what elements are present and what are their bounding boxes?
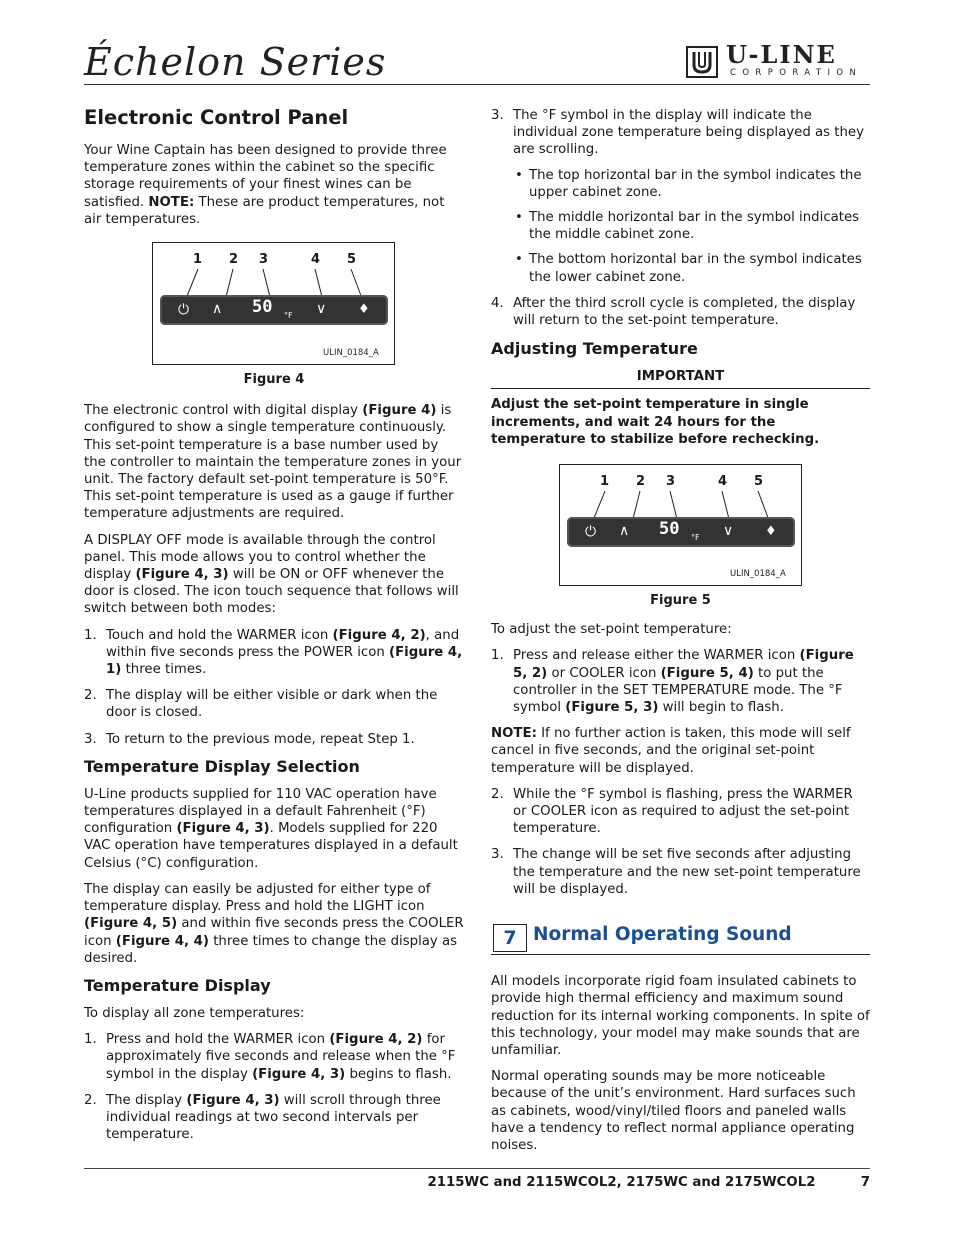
list-item: 1. Touch and hold the WARMER icon (Figure 4, 2), and within five seconds press the POWER icon (Figure 4, 1) three times. <box>84 627 463 678</box>
control-panel-bar <box>160 295 388 325</box>
list-item: 4. After the third scroll cycle is completed, the display will return to the set-point temperature. <box>491 295 856 329</box>
temperature-display: 50 <box>252 297 273 318</box>
page-number: 7 <box>860 1175 870 1190</box>
display-intro: To display all zone temperatures: <box>84 1005 305 1021</box>
page-footer <box>84 1175 870 1190</box>
callout-2: 2 <box>229 252 239 268</box>
bullet-item: • The bottom horizontal bar in the symbol indicates the lower cabinet zone. <box>513 251 870 285</box>
callout-1: 1 <box>600 474 610 490</box>
heading-temperature-display-selection: Temperature Display Selection <box>84 756 360 776</box>
right-column <box>491 107 870 1163</box>
display-paragraph: The electronic control with digital display (Figure 4) is configured to show a single temperature continuously. This set-point temperature is a base number used by the controller to maintain the temperature zones in your unit. The factory default set-point temperature is 50°F. This set-point temperature is used as a gauge if further temperature adjustments are required. <box>84 403 462 522</box>
warmer-icon: ∧ <box>619 523 630 540</box>
left-column <box>84 106 464 1152</box>
cooler-icon: ∨ <box>316 301 327 318</box>
callout-4: 4 <box>311 252 321 268</box>
header-rule <box>84 84 870 85</box>
display-off-paragraph: A DISPLAY OFF mode is available through the control panel. This mode allows you to control whether the display (Figure 4, 3) will be ON or OFF whenever the door is closed. The icon touch sequence that follows will switch between both modes: <box>84 532 459 617</box>
temperature-unit: °F <box>691 533 700 543</box>
list-item: 1. Press and hold the WARMER icon (Figure 4, 2) for approximately five seconds and release when the °F symbol in the display (Figure 4, 3) begins to flash. <box>84 1032 456 1082</box>
power-icon: ⏻ <box>585 524 597 541</box>
figure-code: ULIN_0184_A <box>730 569 786 580</box>
callout-4: 4 <box>718 474 728 490</box>
bullet-item: • The middle horizontal bar in the symbol indicates the middle cabinet zone. <box>513 209 870 243</box>
section-title: Normal Operating Sound <box>533 924 792 946</box>
figure-code: ULIN_0184_A <box>323 348 379 359</box>
adjust-steps <box>491 647 870 716</box>
cooler-icon: ∨ <box>723 523 734 540</box>
sound-paragraph-1: All models incorporate rigid foam insulated cabinets to provide high thermal efficiency and maximum sound reduction for its internal working components. In spite of this technology, your model may make sounds that are unfamiliar. <box>491 974 870 1058</box>
list-item: 2. While the °F symbol is flashing, press the WARMER or COOLER icon as required to adjust the set-point temperature. <box>491 786 853 837</box>
page-title: Electronic Control Panel <box>84 106 349 129</box>
brand-name: U-LINE <box>726 40 837 69</box>
light-icon: ♦ <box>358 302 370 318</box>
brand-corporation: CORPORATION <box>730 68 863 78</box>
warmer-icon: ∧ <box>212 301 223 318</box>
figure-4-caption: Figure 4 <box>243 372 305 388</box>
section-number: 7 <box>493 924 527 952</box>
adjust-steps-continued <box>491 786 870 898</box>
temperature-unit: °F <box>284 311 293 321</box>
power-icon: ⏻ <box>178 302 190 319</box>
temperature-display: 50 <box>659 519 680 540</box>
callout-5: 5 <box>754 474 764 490</box>
bar-bullets <box>513 167 870 286</box>
scroll-steps-continued <box>491 107 870 329</box>
control-panel-bar <box>567 517 795 547</box>
important-body: Adjust the set-point temperature in single increments, and wait 24 hours for the temperature to stabilize before rechecking. <box>491 397 820 447</box>
list-item: 2. The display will be either visible or dark when the door is closed. <box>84 688 438 721</box>
callout-3: 3 <box>259 252 269 268</box>
list-item: 3. The °F symbol in the display will indicate the individual zone temperature being displayed as they are scrolling. • The top horizontal bar in the symbol indicates the upper cabinet zone. • The middle horizontal bar in the symbol indicates the middle cabinet zone. • The bottom horizontal bar in the symbol indicates the lower cabinet zone. <box>491 107 870 286</box>
heading-adjusting-temperature: Adjusting Temperature <box>491 339 698 359</box>
adjust-intro: To adjust the set-point temperature: <box>491 622 732 638</box>
heading-temperature-display: Temperature Display <box>84 975 271 995</box>
series-title: Échelon Series <box>84 40 387 84</box>
list-item: 2. The display (Figure 4, 3) will scroll through three individual readings at two second intervals per temperature. <box>84 1092 441 1143</box>
figure-5 <box>559 464 802 586</box>
footer-models: 2115WC and 2115WCOL2, 2175WC and 2175WCOL2 <box>427 1175 816 1190</box>
light-icon: ♦ <box>765 524 777 540</box>
adjust-note: NOTE: If no further action is taken, this mode will self cancel in five seconds, and the original set-point temperature will be displayed. <box>491 726 851 776</box>
sound-paragraph-2: Normal operating sounds may be more noticeable because of the unit’s environment. Hard surfaces such as cabinets, wood/vinyl/tiled floors and paneled walls have a tendency to reflect normal appliance operating noises. <box>491 1069 856 1153</box>
note-label: NOTE: <box>148 194 195 210</box>
section-header <box>491 924 870 955</box>
selection-paragraph-2: The display can easily be adjusted for either type of temperature display. Press and hold the LIGHT icon (Figure 4, 5) and within five seconds press the COOLER icon (Figure 4, 4) three times to change the display as desired. <box>84 881 464 966</box>
selection-paragraph-1: U-Line products supplied for 110 VAC operation have temperatures displayed in a default Fahrenheit (°F) configuration (Figure 4, 3). Models supplied for 220 VAC operation have temperatures displayed in a default Celsius (°C) configuration. <box>84 786 458 871</box>
figure-4 <box>152 242 395 365</box>
u-line-logo-icon <box>686 46 718 78</box>
figure-5-caption: Figure 5 <box>650 593 711 609</box>
footer-rule <box>84 1168 870 1169</box>
callout-3: 3 <box>666 474 676 490</box>
list-item: 3. The change will be set five seconds after adjusting the temperature and the new set-point temperature will be displayed. <box>491 847 861 897</box>
display-off-steps <box>84 627 464 748</box>
callout-5: 5 <box>347 252 357 268</box>
callout-2: 2 <box>636 474 646 490</box>
important-heading: IMPORTANT <box>491 368 870 389</box>
list-item: 3. To return to the previous mode, repeat Step 1. <box>84 731 415 747</box>
bullet-item: • The top horizontal bar in the symbol indicates the upper cabinet zone. <box>513 167 870 201</box>
display-zone-steps <box>84 1031 464 1143</box>
intro-paragraph: Your Wine Captain has been designed to provide three temperature zones within the cabinet so the specific storage requirements of your finest wines can be satisfied. NOTE: These are product temperatures, not air temperatures. <box>84 143 447 227</box>
list-item: 1. Press and release either the WARMER icon (Figure 5, 2) or COOLER icon (Figure 5, 4) to put the controller in the SET TEMPERATURE mode. The °F symbol (Figure 5, 3) will begin to flash. <box>491 648 854 716</box>
callout-1: 1 <box>193 252 203 268</box>
